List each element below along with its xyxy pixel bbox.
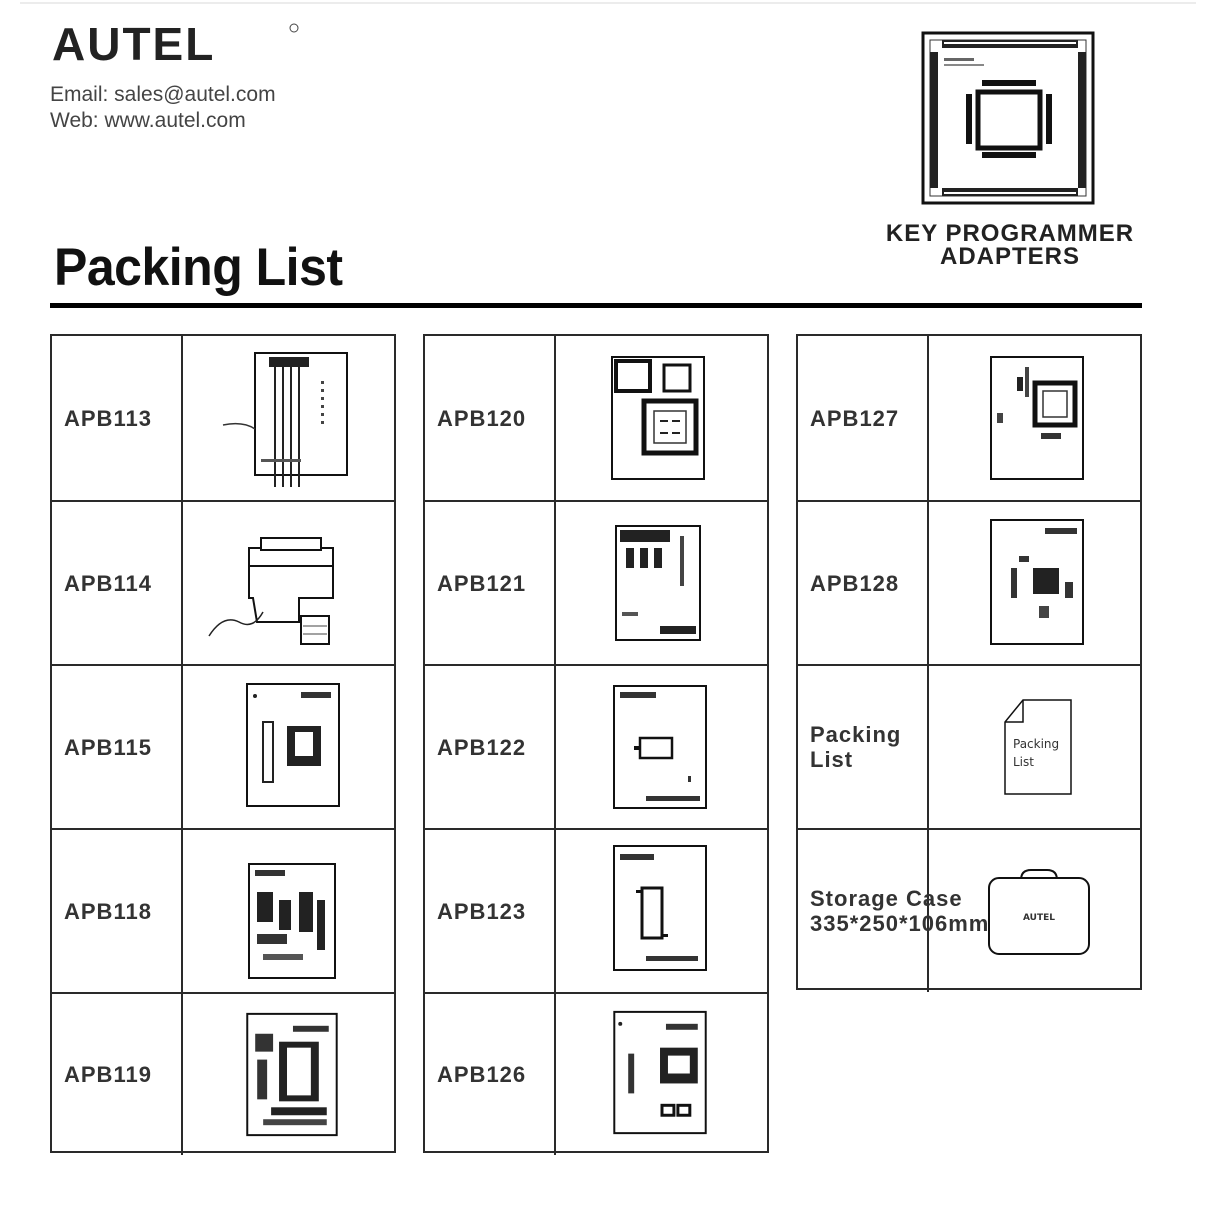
adapter-apb115-image	[183, 666, 394, 828]
storage-case-image	[929, 830, 1140, 992]
svg-text:Packing: Packing	[1013, 737, 1060, 751]
adapter-apb120-image	[556, 336, 767, 500]
adapter-apb118-image	[183, 830, 394, 992]
contact-web: Web: www.autel.com	[50, 109, 246, 132]
list-item	[52, 664, 394, 828]
key-programmer-caption: KEY PROGRAMMER ADAPTERS	[885, 220, 1135, 270]
adapter-apb128-image	[929, 502, 1140, 664]
item-name: APB114	[64, 570, 152, 596]
item-name: APB126	[437, 1062, 527, 1087]
adapter-apb119-image	[183, 994, 394, 1155]
adapter-apb122-image	[556, 666, 767, 828]
item-name: APB128	[810, 570, 900, 596]
case-dimensions: 335*250*106mm	[810, 911, 990, 936]
svg-text:AUTEL: AUTEL	[1022, 913, 1056, 923]
list-item	[52, 500, 394, 664]
item-name: Packing List	[810, 722, 902, 772]
adapter-apb127-image	[929, 336, 1140, 500]
list-item	[52, 992, 394, 1155]
list-item	[425, 500, 767, 664]
list-item	[425, 992, 767, 1155]
item-name: APB118	[64, 898, 152, 924]
item-name: APB119	[64, 1062, 152, 1087]
list-item	[425, 336, 767, 500]
page-title: Packing List	[54, 237, 343, 297]
adapter-apb121-image	[556, 502, 767, 664]
item-name: APB113	[64, 405, 152, 431]
top-divider	[20, 2, 1196, 4]
list-item	[798, 828, 1140, 992]
svg-text:AUTEL: AUTEL	[52, 20, 216, 68]
item-name: APB123	[437, 898, 527, 924]
item-name: APB121	[437, 570, 527, 596]
list-item	[52, 336, 394, 500]
title-rule	[50, 303, 1142, 308]
autel-logo	[52, 20, 302, 68]
list-item	[798, 336, 1140, 500]
item-name: APB127	[810, 405, 900, 431]
list-item	[798, 664, 1140, 828]
list-item	[52, 828, 394, 992]
packing-table-col-2	[423, 334, 769, 1153]
adapter-apb123-image	[556, 830, 767, 992]
item-name: APB122	[437, 734, 527, 760]
list-item	[425, 664, 767, 828]
key-programmer-adapter-illustration	[920, 30, 1096, 206]
packing-table-col-1	[50, 334, 396, 1153]
item-name: APB115	[64, 734, 152, 760]
adapter-apb114-image	[183, 502, 394, 664]
item-name: APB120	[437, 405, 527, 431]
packing-list-document-icon	[929, 666, 1140, 828]
svg-text:List: List	[1013, 755, 1034, 769]
adapter-apb113-image	[183, 336, 394, 500]
item-name: Storage Case	[810, 886, 963, 911]
packing-table-col-3	[796, 334, 1142, 990]
adapter-apb126-image	[556, 994, 767, 1155]
list-item	[425, 828, 767, 992]
contact-email: Email: sales@autel.com	[50, 83, 276, 106]
contact-info	[50, 82, 276, 134]
list-item	[798, 500, 1140, 664]
